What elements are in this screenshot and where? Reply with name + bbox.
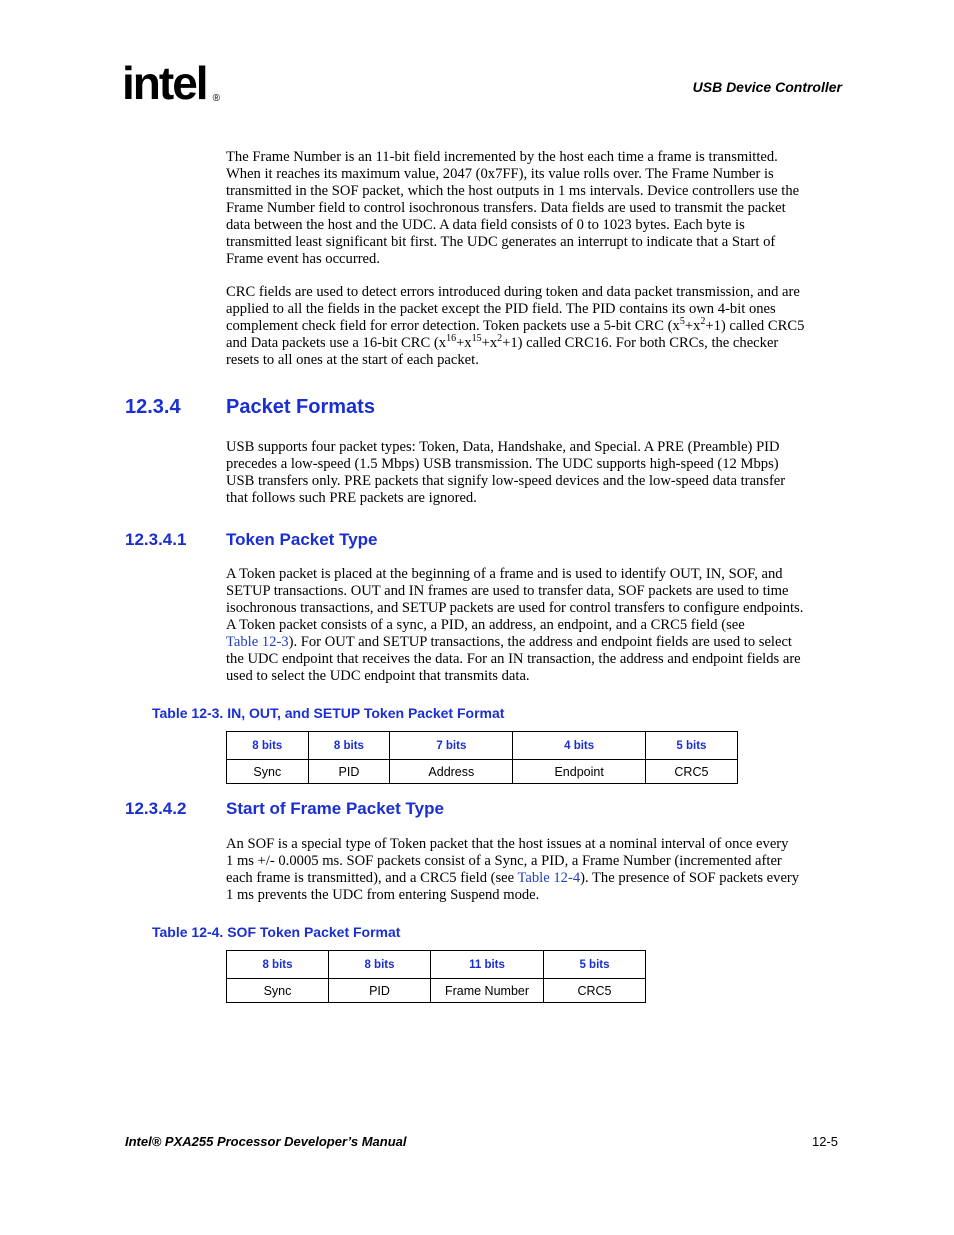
table-row <box>227 979 646 1003</box>
table-header-cell: 8 bits <box>227 732 309 760</box>
table-header-cell: 5 bits <box>544 951 646 979</box>
table-header-cell: 8 bits <box>329 951 431 979</box>
table-caption-12-4: Table 12-4. SOF Token Packet Format <box>152 924 401 940</box>
registered-mark: ® <box>212 93 220 104</box>
section-heading-packet-formats: 12.3.4 Packet Formats <box>125 396 375 418</box>
paragraph-token-packet: A Token packet is placed at the beginning of a frame and is used to identify OUT, IN, SOF, and SETUP transactions. OUT and IN frames are used to transfer data, SOF packets are used to time isochronous transactions, and SETUP packets are used for control transfers to configure endpoints. A Token packet consists of a sync, a PID, an address, an endpoint, and a CRC5 field (see Table 12-3). For OUT and SETUP transactions, the address and endpoint fields are used to select the UDC endpoint that receives the data. For an IN transaction, the address and endpoint fields are used to select the UDC endpoint that transmits data. <box>226 566 804 684</box>
table-12-4-link[interactable]: Table 12-4 <box>517 870 581 886</box>
page-number: 12-5 <box>811 1134 838 1149</box>
logo-text: intel <box>122 57 207 109</box>
table-token-packet-format <box>226 731 738 784</box>
intel-logo <box>122 57 220 109</box>
paragraph-sof-packet: An SOF is a special type of Token packet that the host issues at a nominal interval of once every 1 ms +/- 0.0005 ms. SOF packets consist of a Sync, a PID, a Frame Number (incremented after each frame is transmitted), and a CRC5 field (see Table 12-4). The presence of SOF packets every 1 ms prevents the UDC from entering Suspend mode. <box>226 836 800 903</box>
section-heading-token-packet: 12.3.4.1 Token Packet Type <box>125 530 378 549</box>
table-header-row <box>227 732 738 760</box>
running-header: USB Device Controller <box>692 79 842 95</box>
table-row <box>227 760 738 784</box>
table-cell: Address <box>390 760 513 784</box>
table-cell: Endpoint <box>513 760 645 784</box>
section-heading-sof-packet: 12.3.4.2 Start of Frame Packet Type <box>125 799 444 818</box>
table-cell: Frame Number <box>431 979 544 1003</box>
paragraph-frame-number: The Frame Number is an 11-bit field incremented by the host each time a frame is transmitted. When it reaches its maximum value, 2047 (0x7FF), its value rolls over. The Frame Number is transmitted in the SOF packet, which the host outputs in 1 ms intervals. Device controllers use the Frame Number field to control isochronous transfers. Data fields are used to transmit the packet data between the host and the UDC. A data field consists of 0 to 1023 bytes. Each byte is transmitted least significant bit first. The UDC generates an interrupt to indicate that a Start of Frame event has occurred. <box>226 149 800 267</box>
table-header-row <box>227 951 646 979</box>
table-header-cell: 8 bits <box>227 951 329 979</box>
table-header-cell: 7 bits <box>390 732 513 760</box>
table-cell: PID <box>308 760 390 784</box>
table-header-cell: 8 bits <box>308 732 390 760</box>
table-sof-packet-format <box>226 950 646 1003</box>
table-cell: PID <box>329 979 431 1003</box>
table-cell: CRC5 <box>544 979 646 1003</box>
table-cell: CRC5 <box>645 760 737 784</box>
table-12-3-link[interactable]: Table 12-3 <box>226 634 289 650</box>
table-header-cell: 5 bits <box>645 732 737 760</box>
table-caption-12-3: Table 12-3. IN, OUT, and SETUP Token Packet Format <box>152 705 505 721</box>
table-cell: Sync <box>227 760 309 784</box>
table-header-cell: 4 bits <box>513 732 645 760</box>
paragraph-crc: CRC fields are used to detect errors introduced during token and data packet transmission, and are applied to all the fields in the packet except the PID field. The PID contains its own 4-bit ones complement check field for error detection. Token packets use a 5-bit CRC $(x^5+x^2+1)$ called CRC5 and Data packets use a 16-bit CRC $(x^{16}+x^{15}+x^2+1)$ called CRC16. For both CRCs, the checker resets to all ones at the start of each packet. <box>226 284 805 368</box>
footer-manual-title: Intel® PXA255 Processor Developer’s Manual <box>125 1134 407 1149</box>
table-cell: Sync <box>227 979 329 1003</box>
table-header-cell: 11 bits <box>431 951 544 979</box>
paragraph-packet-types: USB supports four packet types: Token, Data, Handshake, and Special. A PRE (Preamble) PID precedes a low-speed (1.5 Mbps) USB transmission. The UDC supports high-speed (12 Mbps) USB transfers only. PRE packets that signify low-speed devices and the low-speed data transfer that follows such PRE packets are ignored. <box>226 439 786 506</box>
